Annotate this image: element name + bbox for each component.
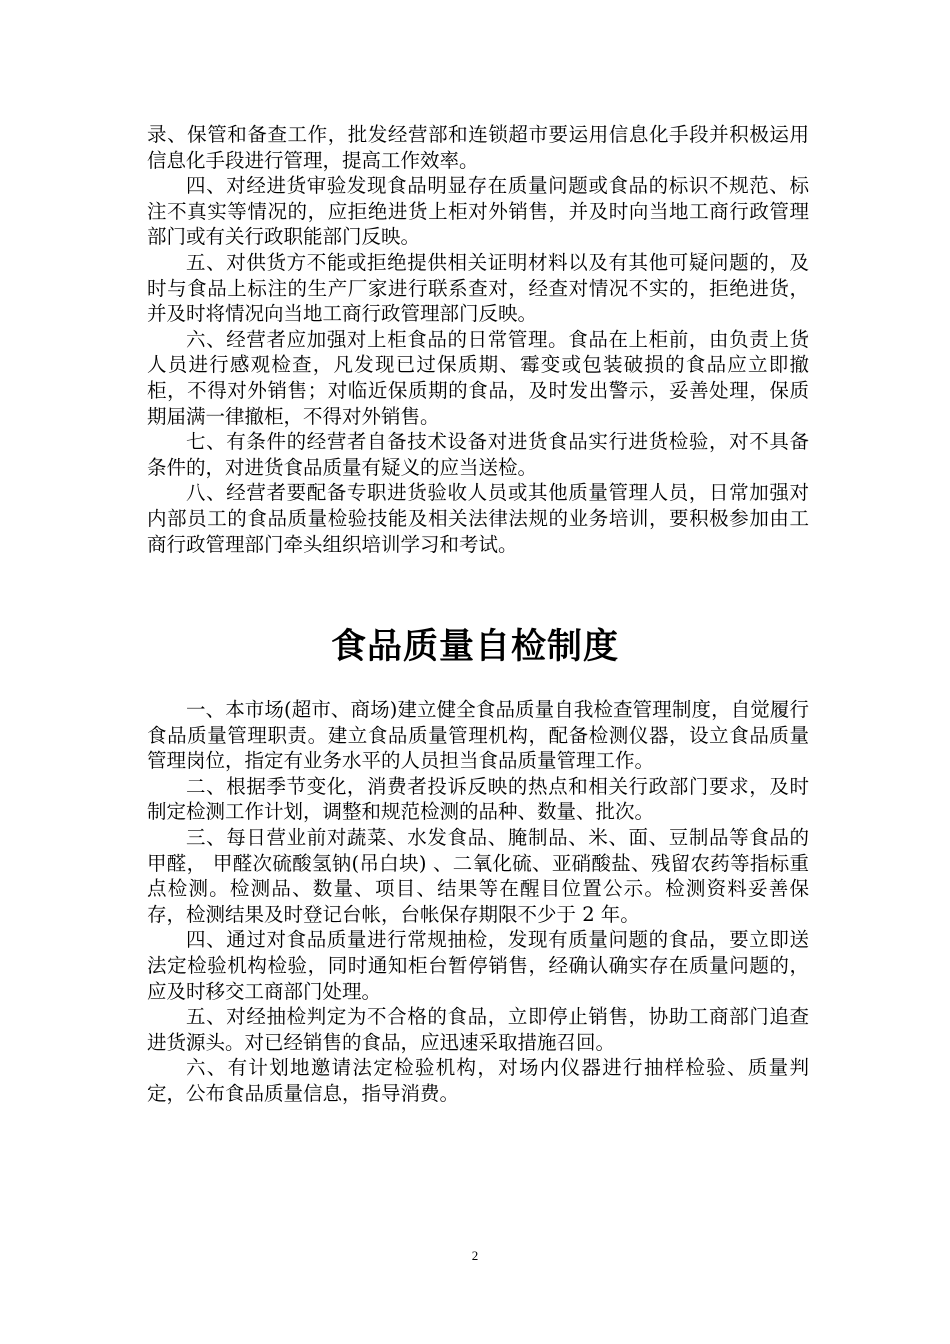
page-number: 2 [471,1248,479,1263]
paragraph-item-5: 五、对供货方不能或拒绝提供相关证明材料以及有其他可疑问题的，及时与食品上标注的生产厂家进行联系查对，经查对情况不实的，拒绝进货，并及时将情况向当地工商行政管理部门反映。 [147,250,809,326]
paragraph-item-8: 八、经营者要配备专职进货验收人员或其他质量管理人员，日常加强对内部员工的食品质量检验技能及相关法律法规的业务培训，要积极参加由工商行政管理部门牵头组织培训学习和考试。 [147,481,809,556]
paragraph-continued: 录、保管和备查工作，批发经营部和连锁超市要运用信息化手段并积极运用信息化手段进行管理，提高工作效率。 [147,123,809,172]
paragraph-item-3: 三、每日营业前对蔬菜、水发食品、腌制品、米、面、豆制品等食品的甲醛， 甲醛次硫酸氢钠(吊白块) 、二氧化硫、亚硝酸盐、残留农药等指标重点检测。检测品、数量、项目、结果等在醒目位置公示。检测资料妥善保存，检测结果及时登记台帐，台帐保存期限不少于 2 年。 [147,825,809,926]
section-body-self-inspection [147,697,809,1107]
paragraph-item-2: 二、根据季节变化，消费者投诉反映的热点和相关行政部门要求，及时制定检测工作计划，调整和规范检测的品种、数量、批次。 [147,774,809,824]
paragraph-item-5: 五、对经抽检判定为不合格的食品，立即停止销售，协助工商部门追查进货源头。对已经销售的食品，应迅速采取措施召回。 [147,1005,809,1054]
section-title: 食品质量自检制度 [330,627,619,667]
paragraph-item-1: 一、本市场(超市、商场)建立健全食品质量自我检查管理制度，自觉履行食品质量管理职责。建立食品质量管理机构，配备检测仪器，设立食品质量管理岗位，指定有业务水平的人员担当食品质量管理工作。 [147,698,809,773]
section-body-continuation [147,122,809,557]
paragraph-item-4: 四、通过对食品质量进行常规抽检，发现有质量问题的食品，要立即送法定检验机构检验，同时通知柜台暂停销售，经确认确实存在质量问题的，应及时移交工商部门处理。 [147,928,809,1003]
paragraph-item-4: 四、对经进货审验发现食品明显存在质量问题或食品的标识不规范、标注不真实等情况的，应拒绝进货上柜对外销售，并及时向当地工商行政管理部门或有关行政职能部门反映。 [147,174,809,249]
paragraph-item-6: 六、经营者应加强对上柜食品的日常管理。食品在上柜前，由负责上货人员进行感观检查，凡发现已过保质期、霉变或包装破损的食品应立即撤柜，不得对外销售；对临近保质期的食品，及时发出警示，妥善处理，保质期届满一律撤柜，不得对外销售。 [147,327,809,428]
paragraph-item-7: 七、有条件的经营者自备技术设备对进货食品实行进货检验，对不具备条件的，对进货食品质量有疑义的应当送检。 [147,430,809,479]
paragraph-item-6: 六、有计划地邀请法定检验机构，对场内仪器进行抽样检验、质量判定，公布食品质量信息，指导消费。 [147,1056,809,1105]
